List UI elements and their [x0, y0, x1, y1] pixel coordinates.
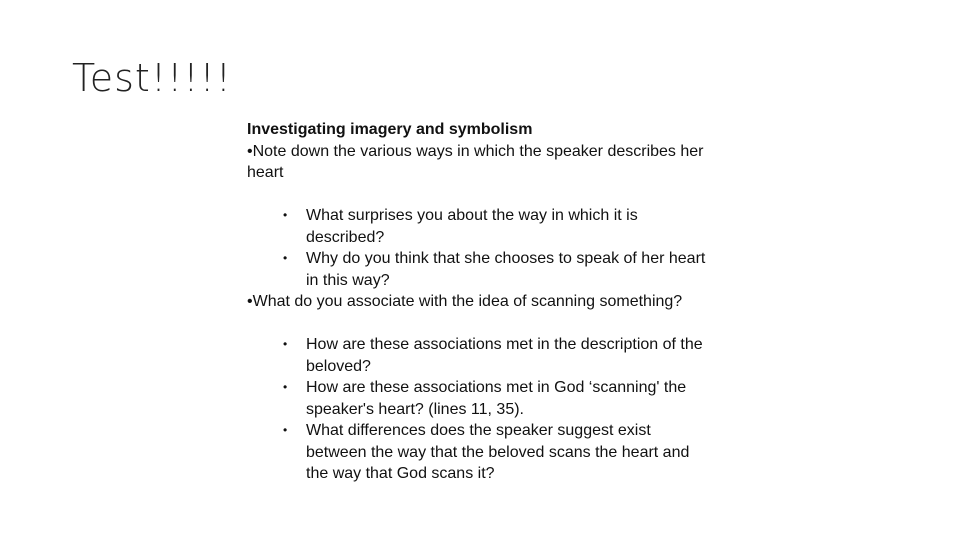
list-item: [247, 205, 710, 248]
list-item-text: What surprises you about the way in which it is described?: [306, 207, 638, 246]
list-item: [247, 248, 710, 291]
spacer: [247, 313, 727, 335]
list-item-text: What differences does the speaker suggest exist between the way that the beloved scans the heart and the way that God scans it?: [306, 422, 690, 482]
instruction-note-heart: •Note down the various ways in which the speaker describes her heart: [247, 142, 704, 181]
list-item-text: How are these associations met in God ‘scanning' the speaker's heart? (lines 11, 35).: [306, 379, 687, 418]
bullet-icon: •: [283, 337, 288, 351]
list-item-text: Why do you think that she chooses to speak of her heart in this way?: [306, 250, 706, 289]
list-item: [247, 377, 710, 420]
section-heading: Investigating imagery and symbolism: [247, 121, 533, 138]
instruction-note-scanning: •What do you associate with the idea of scanning something?: [247, 293, 683, 310]
spacer: [247, 184, 727, 206]
slide-title: Test!!!!!: [72, 56, 232, 100]
bullet-icon: •: [283, 380, 288, 394]
slide-body: [247, 119, 727, 485]
list-item-text: How are these associations met in the description of the beloved?: [306, 336, 703, 375]
question-list-heart: [247, 205, 727, 291]
list-item: [247, 334, 710, 377]
question-list-scanning: [247, 334, 727, 485]
bullet-icon: •: [283, 251, 288, 265]
bullet-icon: •: [283, 423, 288, 437]
bullet-icon: •: [283, 208, 288, 222]
list-item: [247, 420, 710, 485]
